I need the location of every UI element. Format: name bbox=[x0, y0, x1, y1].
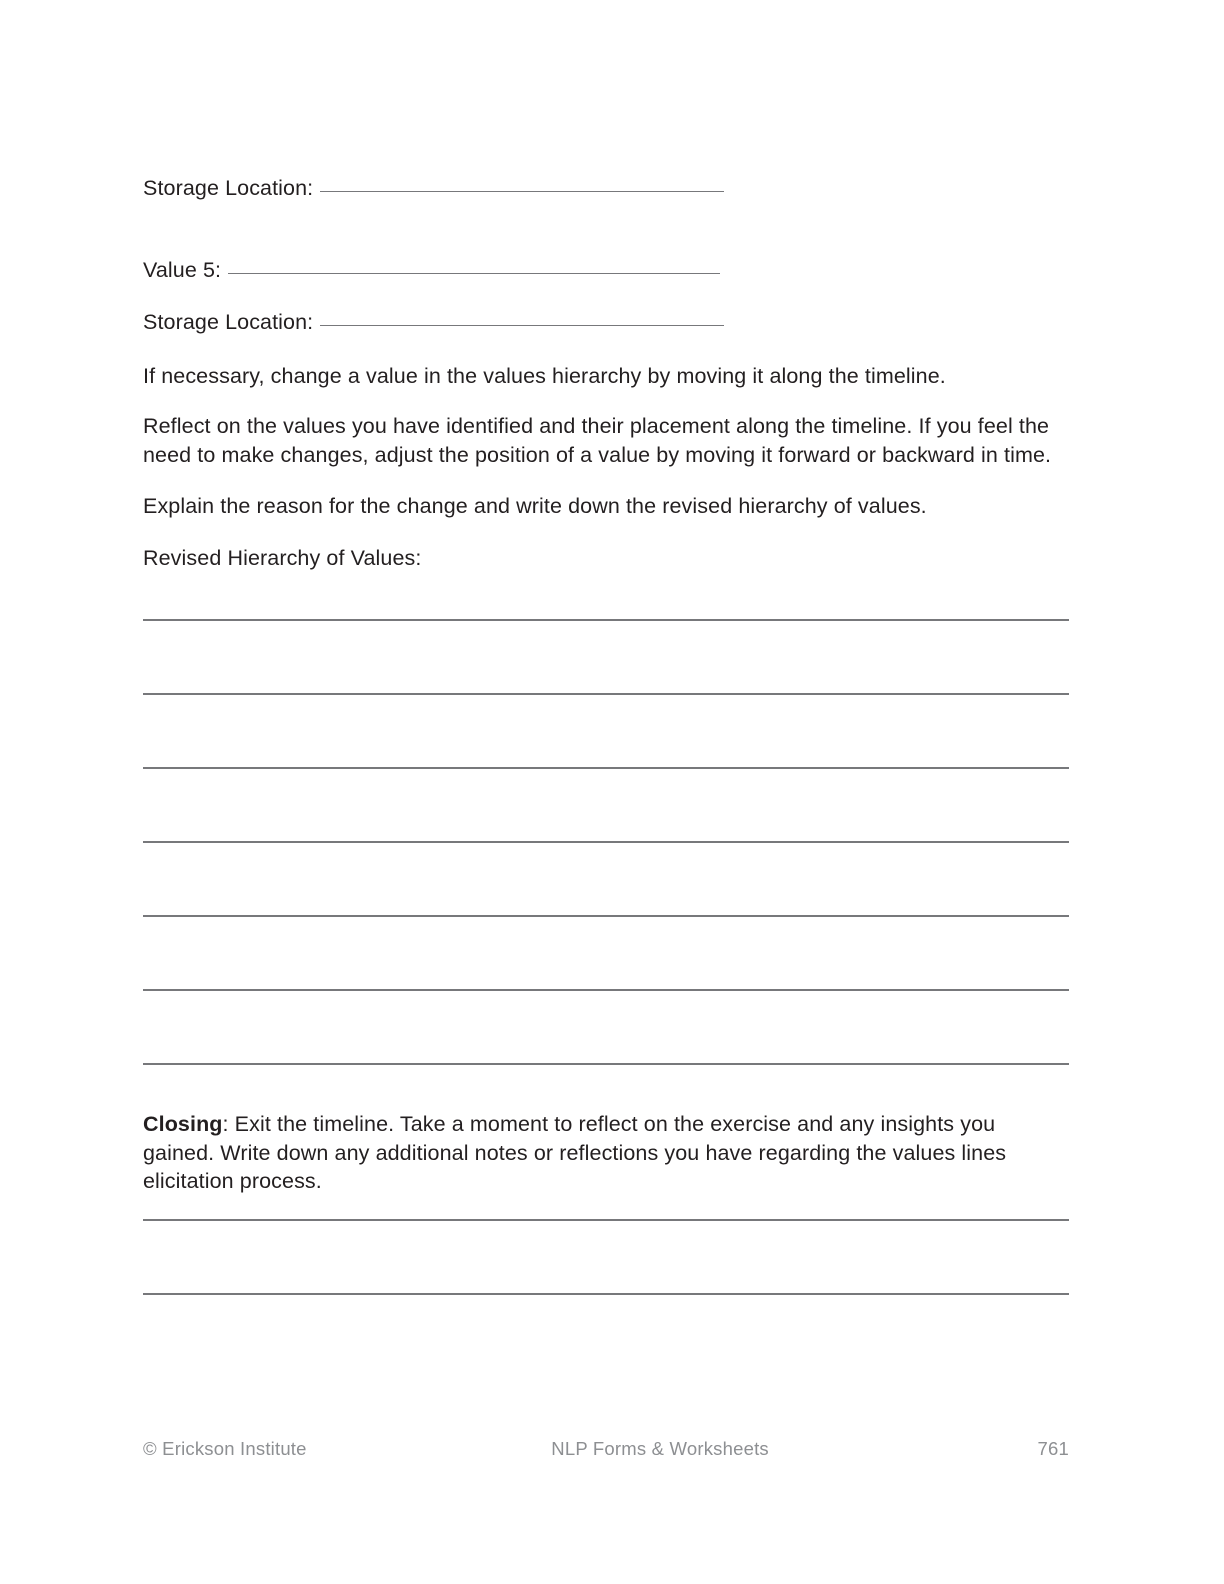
answer-line[interactable] bbox=[143, 915, 1069, 917]
answer-line[interactable] bbox=[143, 693, 1069, 695]
answer-line[interactable] bbox=[143, 1063, 1069, 1065]
field-write-rule[interactable] bbox=[320, 325, 724, 326]
closing-text: : Exit the timeline. Take a moment to reflect on the exercise and any insights you gained. Write down any additional notes or reflections you have regarding the values lines elicitation process. bbox=[143, 1112, 1007, 1193]
field-write-rule[interactable] bbox=[228, 273, 720, 274]
instruction-paragraph-3: Explain the reason for the change and write down the revised hierarchy of values. bbox=[143, 494, 927, 518]
field-storage-location-2 bbox=[143, 308, 724, 336]
closing-label: Closing bbox=[143, 1112, 223, 1136]
closing-paragraph bbox=[143, 1110, 1069, 1196]
footer-title: NLP Forms & Worksheets bbox=[551, 1438, 769, 1459]
footer-page-number: 761 bbox=[1037, 1438, 1069, 1459]
footer-copyright: © Erickson Institute bbox=[143, 1438, 307, 1459]
field-label: Storage Location: bbox=[143, 176, 314, 200]
field-write-rule[interactable] bbox=[320, 191, 724, 192]
answer-line[interactable] bbox=[143, 619, 1069, 621]
instruction-paragraph-1: If necessary, change a value in the values hierarchy by moving it along the timeline. bbox=[143, 364, 946, 388]
closing-note-line[interactable] bbox=[143, 1219, 1069, 1221]
field-storage-location-1 bbox=[143, 174, 724, 202]
answer-line[interactable] bbox=[143, 841, 1069, 843]
field-label: Storage Location: bbox=[143, 310, 314, 334]
field-label: Value 5: bbox=[143, 258, 222, 282]
instruction-paragraph-2: Reflect on the values you have identified and their placement along the timeline. If you feel the need to make changes, adjust the position of a value by moving it forward or backward in time. bbox=[143, 414, 1052, 467]
answer-line[interactable] bbox=[143, 989, 1069, 991]
section-heading-revised-hierarchy: Revised Hierarchy of Values: bbox=[143, 546, 422, 570]
closing-note-line[interactable] bbox=[143, 1293, 1069, 1295]
answer-line[interactable] bbox=[143, 767, 1069, 769]
page-footer bbox=[143, 1437, 1069, 1461]
field-value-5 bbox=[143, 256, 720, 284]
